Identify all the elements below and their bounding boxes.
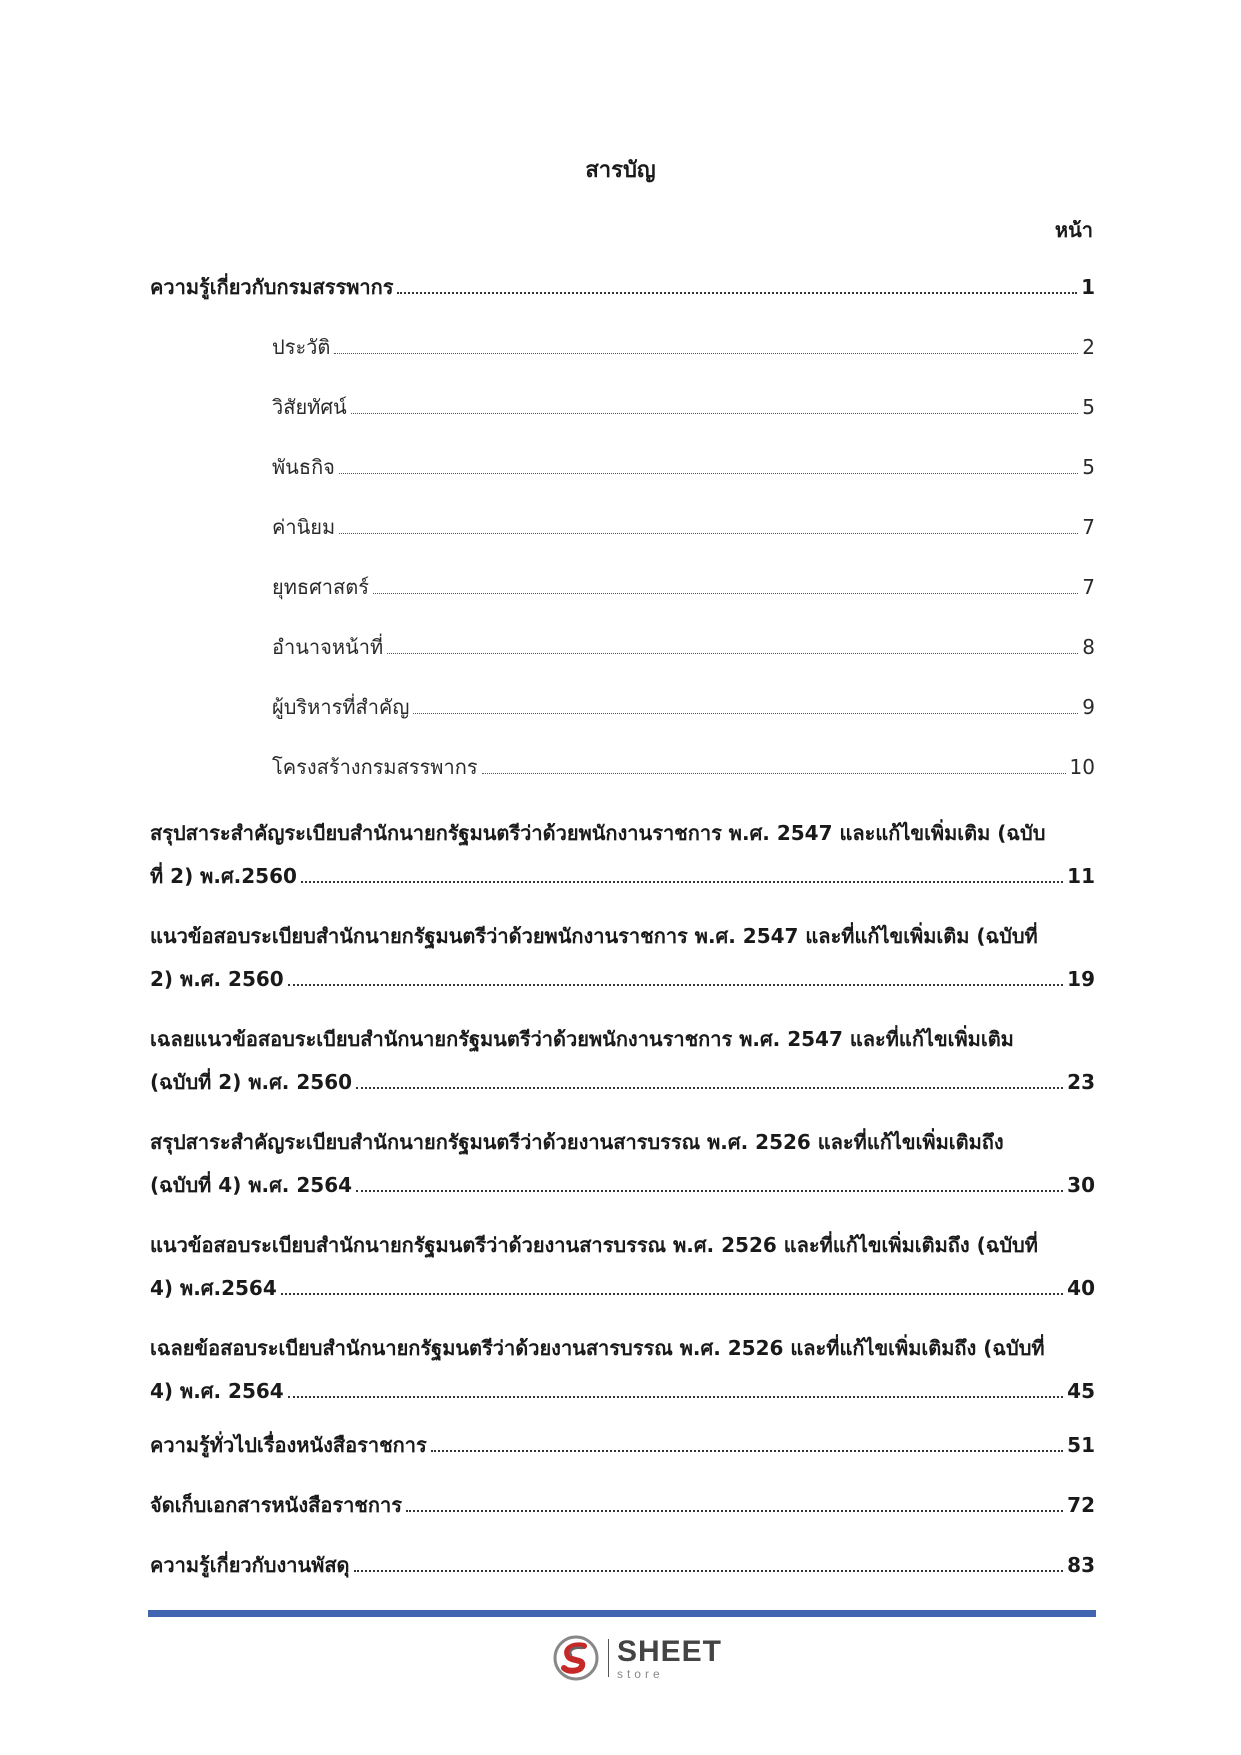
toc-entry[interactable] — [150, 1490, 1095, 1520]
dot-leader — [339, 473, 1078, 474]
dot-leader — [482, 773, 1066, 774]
toc-entry-page: 40 — [1067, 1276, 1095, 1300]
toc-entry-page: 72 — [1067, 1493, 1095, 1517]
toc-entry-title-line2: (ฉบับที่ 2) พ.ศ. 2560 — [150, 1070, 353, 1094]
dot-leader — [387, 653, 1078, 654]
toc-entry[interactable] — [150, 1018, 1095, 1104]
toc-entry-page: 1 — [1081, 275, 1095, 299]
toc-entry-title: ผู้บริหารที่สำคัญ — [272, 695, 410, 719]
toc-entry-title-line1: เฉลยข้อสอบระเบียบสำนักนายกรัฐมนตรีว่าด้วยงานสารบรรณ พ.ศ. 2526 และที่แก้ไขเพิ่มเติมถึง (ฉบับที่ — [150, 1336, 1045, 1360]
dot-leader — [431, 1450, 1063, 1452]
toc-entry[interactable] — [150, 915, 1095, 1001]
page-column-header: หน้า — [1054, 218, 1093, 242]
toc-entry-title: ยุทธศาสตร์ — [272, 575, 369, 599]
toc-entry-title: ประวัติ — [272, 335, 331, 359]
toc-entry-page: 9 — [1082, 695, 1095, 719]
toc-entry-page: 83 — [1067, 1553, 1095, 1577]
toc-entry[interactable] — [150, 1327, 1095, 1413]
toc-entry-page: 30 — [1067, 1173, 1095, 1197]
logo-divider — [608, 1639, 609, 1677]
toc-entry-page: 7 — [1082, 575, 1095, 599]
dot-leader — [356, 1087, 1063, 1089]
toc-entry[interactable] — [150, 272, 1095, 302]
toc-entry-title-line1: แนวข้อสอบระเบียบสำนักนายกรัฐมนตรีว่าด้วยงานสารบรรณ พ.ศ. 2526 และที่แก้ไขเพิ่มเติมถึง (ฉบับที่ — [150, 1233, 1038, 1257]
toc-entry[interactable] — [150, 1121, 1095, 1207]
page-title: สารบัญ — [585, 158, 656, 183]
toc-entry-title: ความรู้เกี่ยวกับงานพัสดุ — [150, 1553, 350, 1577]
table-of-contents — [150, 272, 1095, 1610]
toc-entry-page: 19 — [1067, 967, 1095, 991]
toc-entry-page: 2 — [1082, 335, 1095, 359]
toc-subentry[interactable] — [150, 512, 1095, 542]
toc-entry-page: 8 — [1082, 635, 1095, 659]
toc-entry-page: 11 — [1067, 864, 1095, 888]
dot-leader — [354, 1570, 1064, 1572]
logo-subtext: store — [616, 1666, 664, 1681]
toc-subentry[interactable] — [150, 632, 1095, 662]
toc-entry[interactable] — [150, 1224, 1095, 1310]
dot-leader — [301, 881, 1063, 883]
toc-entry-page: 7 — [1082, 515, 1095, 539]
toc-entry[interactable] — [150, 812, 1095, 898]
dot-leader — [288, 984, 1063, 986]
dot-leader — [406, 1510, 1063, 1512]
toc-entry-page: 10 — [1069, 755, 1095, 779]
dot-leader — [281, 1293, 1063, 1295]
toc-entry-title: อำนาจหน้าที่ — [272, 635, 384, 659]
toc-subentry[interactable] — [150, 392, 1095, 422]
dot-leader — [339, 533, 1078, 534]
toc-entry-title: โครงสร้างกรมสรรพากร — [272, 755, 478, 779]
toc-entry-page: 5 — [1082, 455, 1095, 479]
toc-entry-title: ความรู้เกี่ยวกับกรมสรรพากร — [150, 275, 394, 299]
toc-entry-title-line2: 4) พ.ศ.2564 — [150, 1276, 277, 1300]
toc-entry-title-line1: แนวข้อสอบระเบียบสำนักนายกรัฐมนตรีว่าด้วยพนักงานราชการ พ.ศ. 2547 และที่แก้ไขเพิ่มเติม (ฉบับที่ — [150, 924, 1038, 948]
toc-subentry[interactable] — [150, 332, 1095, 362]
dot-leader — [288, 1396, 1063, 1398]
toc-entry-page: 23 — [1067, 1070, 1095, 1094]
sheet-store-logo-icon — [552, 1634, 600, 1682]
dot-leader — [397, 292, 1077, 294]
toc-subentry[interactable] — [150, 572, 1095, 602]
toc-entry-page: 5 — [1082, 395, 1095, 419]
dot-leader — [351, 413, 1079, 414]
toc-entry-title: พันธกิจ — [272, 455, 335, 479]
toc-subentry[interactable] — [150, 452, 1095, 482]
toc-subentry[interactable] — [150, 692, 1095, 722]
footer-logo — [552, 1632, 722, 1684]
toc-entry-title-line2: 2) พ.ศ. 2560 — [150, 967, 284, 991]
toc-entry-title: วิสัยทัศน์ — [272, 395, 347, 419]
toc-entry-page: 45 — [1067, 1379, 1095, 1403]
toc-entry-title-line1: สรุปสาระสำคัญระเบียบสำนักนายกรัฐมนตรีว่าด้วยพนักงานราชการ พ.ศ. 2547 และแก้ไขเพิ่มเติม (ฉบับ — [150, 821, 1046, 845]
dot-leader — [373, 593, 1078, 594]
toc-entry-title-line2: ที่ 2) พ.ศ.2560 — [150, 864, 297, 888]
toc-entry-title-line1: สรุปสาระสำคัญระเบียบสำนักนายกรัฐมนตรีว่าด้วยงานสารบรรณ พ.ศ. 2526 และที่แก้ไขเพิ่มเติมถึง — [150, 1130, 1004, 1154]
dot-leader — [334, 353, 1078, 354]
toc-entry-title: ความรู้ทั่วไปเรื่องหนังสือราชการ — [150, 1433, 427, 1457]
toc-entry-title-line2: 4) พ.ศ. 2564 — [150, 1379, 284, 1403]
dot-leader — [413, 713, 1078, 714]
toc-entry-title: ค่านิยม — [272, 515, 336, 539]
dot-leader — [356, 1190, 1063, 1192]
logo-wordmark: SHEET — [616, 1634, 722, 1668]
toc-subentry[interactable] — [150, 752, 1095, 782]
toc-entry-page: 51 — [1067, 1433, 1095, 1457]
toc-entry[interactable] — [150, 1430, 1095, 1460]
footer-divider-bar — [148, 1610, 1096, 1617]
toc-entry-title-line2: (ฉบับที่ 4) พ.ศ. 2564 — [150, 1173, 353, 1197]
toc-entry-title-line1: เฉลยแนวข้อสอบระเบียบสำนักนายกรัฐมนตรีว่าด้วยพนักงานราชการ พ.ศ. 2547 และที่แก้ไขเพิ่มเติม — [150, 1027, 1014, 1051]
toc-entry-title: จัดเก็บเอกสารหนังสือราชการ — [150, 1493, 402, 1517]
toc-entry[interactable] — [150, 1550, 1095, 1580]
